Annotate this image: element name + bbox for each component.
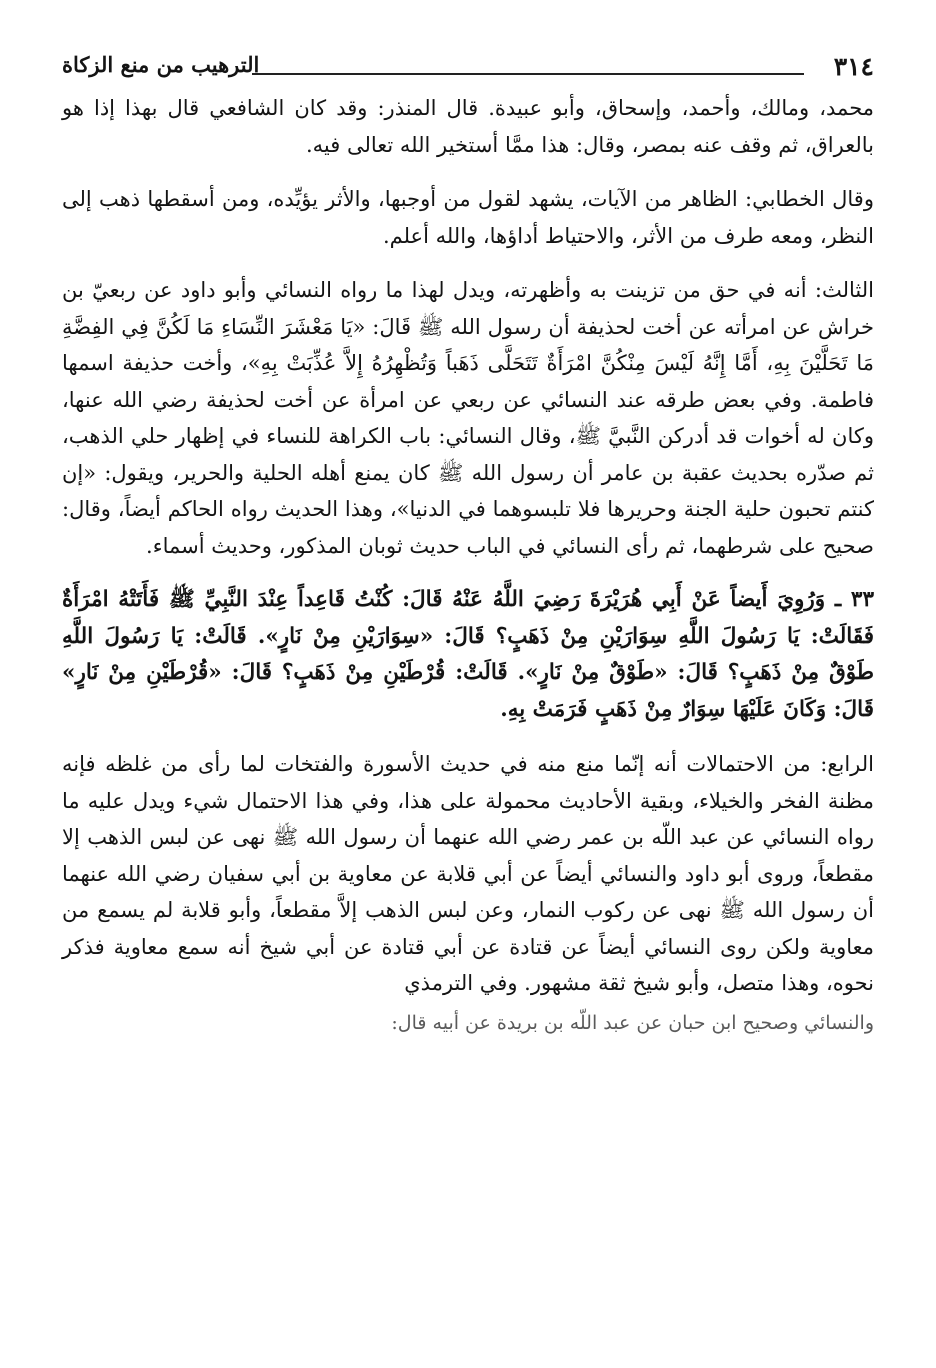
hadith-33: ٣٣ ـ وَرُوِيَ أَيضاً عَنْ أَبِي هُرَيْرَةَ رَضِيَ اللَّهُ عَنْهُ قَالَ: كُنْتُ قَاعِداً عِنْدَ النَّبِيِّ ﷺ فَأَتَتْهُ امْرَأَةٌ فَقَالَتْ: يَا رَسُولَ اللَّهِ سِوَارَيْنِ مِنْ ذَهَبٍ؟ قَالَ: «سِوَارَيْنِ مِنْ نَارٍ». قَالَتْ: يَا رَسُولَ اللَّهِ طَوْقٌ مِنْ ذَهَبٍ؟ قَالَ: «طَوْقٌ مِنْ نَارٍ». قَالَتْ: قُرْطَيْنِ مِنْ ذَهَبٍ؟ قَالَ: «قُرْطَيْنِ مِنْ نَارٍ» قَالَ: وَكَانَ عَلَيْهَا سِوَارٌ مِنْ ذَهَبٍ فَرَمَتْ بِهِ. bbox=[62, 587, 874, 722]
paragraph-3: الثالث: أنه في حق من تزينت به وأظهرته، ويدل لهذا ما رواه النسائي وأبو داود عن ربعيّ بن خراش عن امرأته عن أخت لحذيفة أن رسول الله ﷺ قَالَ: «يَا مَعْشَرَ النِّسَاءِ مَا لَكُنَّ فِي الفِضَّةِ مَا تَحَلَّيْنَ بِهِ، أَمَّا إِنَّهُ لَيْسَ مِنْكُنَّ امْرَأَةٌ تَتَحَلَّى ذَهَباً وَتُظْهِرُهُ إِلاَّ عُذِّبَتْ بِهِ»، وأخت حذيفة اسمها فاطمة. وفي بعض طرقه عند النسائي عن ربعي عن امرأة عن أخت لحذيفة رضي الله عنها، وكان له أخوات قد أدركن النَّبيَّ ﷺ، وقال النسائي: باب الكراهة للنساء في إظهار حلي الذهب، ثم صدّره بحديث عقبة بن عامر أن رسول الله ﷺ كان يمنع أهله الحلية والحرير، ويقول: «إن كنتم تحبون حلية الجنة وحريرها فلا تلبسوهما في الدنيا»، وهذا الحديث رواه الحاكم أيضاً، وقال: صحيح على شرطهما، ثم رأى النسائي في الباب حديث ثوبان المذكور، وحديث أسماء. bbox=[62, 278, 875, 558]
header-rule bbox=[252, 73, 804, 75]
paragraph-1: محمد، ومالك، وأحمد، وإسحاق، وأبو عبيدة. قال المنذر: وقد كان الشافعي قال بهذا إذا هو بالعراق، ثم وقف عنه بمصر، وقال: هذا ممَّا أستخير الله تعالى فيه. bbox=[62, 96, 874, 157]
faded-last-line: والنسائي وصحيح ابن حبان عن عبد اللّه بن بريدة عن أبيه قال: bbox=[391, 1011, 874, 1034]
chapter-title: الترهيب من منع الزكاة bbox=[62, 52, 260, 77]
running-head bbox=[62, 40, 874, 90]
book-page bbox=[62, 40, 874, 1340]
paragraph-gap bbox=[62, 564, 874, 582]
paragraph-2: وقال الخطابي: الظاهر من الآيات، يشهد لقول من أوجبها، والأثر يؤيِّده، ومن أسقطها ذهب إلى النظر، ومعه طرف من الأثر، والاحتياط أداؤها، والله أعلم. bbox=[62, 187, 874, 248]
page-number: ٣١٤ bbox=[833, 52, 874, 81]
paragraph-gap bbox=[62, 163, 874, 181]
paragraph-gap bbox=[62, 254, 874, 272]
paragraph-4: الرابع: من الاحتمالات أنه إنّما منع منه في حديث الأسورة والفتخات لما رأى من غلظه فإنه مظنة الفخر والخيلاء، وبقية الأحاديث محمولة على هذا، وفي هذا الاحتمال شيء ويدل عليه ما رواه النسائي عن عبد اللّه بن عمر رضي الله عنهما أن رسول الله ﷺ نهى عن لبس الذهب إلا مقطعاً، وروى أبو داود والنسائي أيضاً عن أبي قلابة عن معاوية بن أبي سفيان رضي الله عنهما أن رسول الله ﷺ نهى عن ركوب النمار، وعن لبس الذهب إلاَّ مقطعاً، وأبو قلابة لم يسمع من معاوية ولكن روى النسائي أيضاً عن قتادة عن أبي قتادة عن أبي شيخ أنه سمع معاوية فذكر نحوه، وهذا متصل، وأبو شيخ ثقة مشهور. وفي الترمذي bbox=[62, 752, 874, 995]
paragraph-gap bbox=[62, 728, 874, 746]
